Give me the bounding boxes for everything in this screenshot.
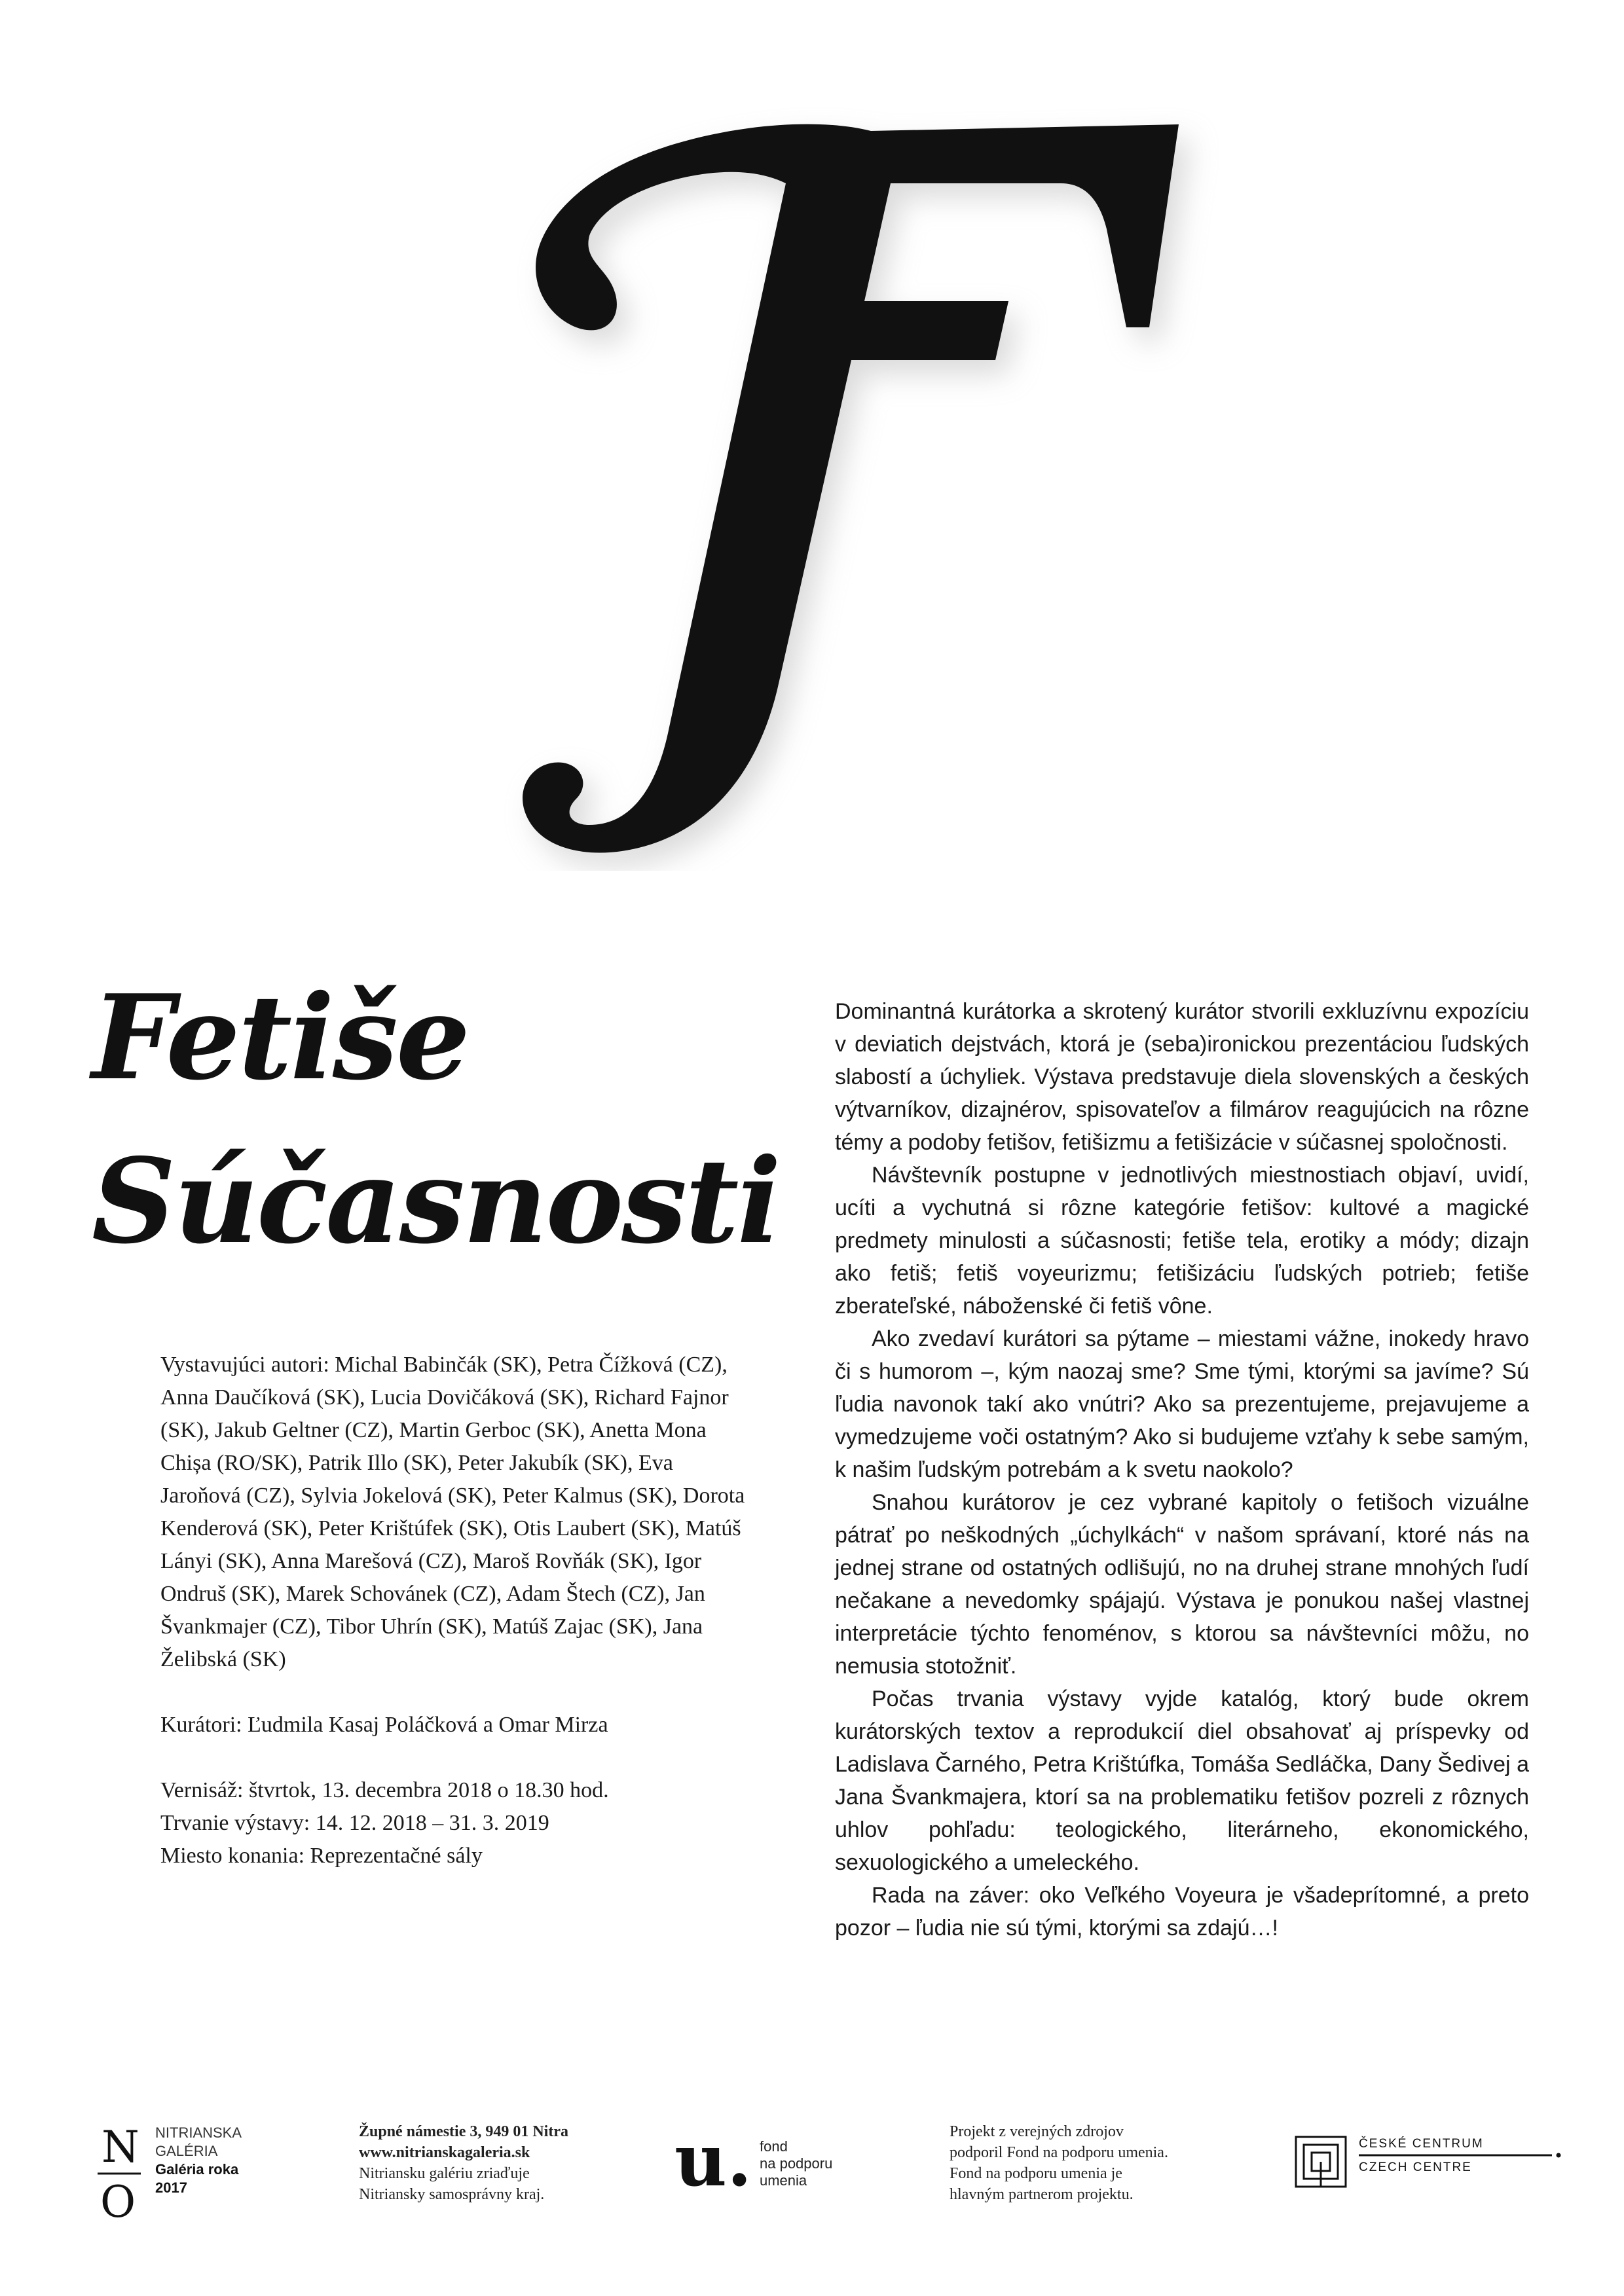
- description-paragraph-4: Snahou kurátorov je cez vybrané kapitoly o fetišoch vizuálne pátrať po neškodných „úchylkách“ v našom správaní, ktoré nás na jednej strane od ostatných odlišujú, no na druhej strane mnohých ľudí nečakane a nevedomky spájajú. Výstava je ponukou našej vlastnej interpretácie týchto fenoménov, s ktorou sa návštevníci môžu, no nemusia stotožniť.: [835, 1490, 1529, 1679]
- fond-u-mark-icon: u.: [674, 2118, 752, 2202]
- big-letter-f: [0, 20, 1624, 871]
- fond-text: [760, 2138, 832, 2189]
- description-paragraph-2: Návštevník postupne v jednotlivých miestnostiach objaví, uvidí, ucíti a vychutná si rôzne kategórie fetišov: kultové a magické predmety minulosti a súčasnosti; fetiše tela, erotiky a módy; dizajn ako fetiš; fetiš voyeurizmu; fetišizáciu ľudských potrieb; fetiše zberateľské, náboženské či fetiš vône.: [835, 1163, 1529, 1319]
- project-line-3: Fond na podporu umenia je: [950, 2165, 1122, 2182]
- address-street: Župné námestie 3, 949 01 Nitra: [359, 2123, 568, 2140]
- project-line-1: Projekt z verejných zdrojov: [950, 2123, 1124, 2140]
- title-line-2: Súčasnosti: [92, 1133, 780, 1269]
- project-funding-note: [950, 2121, 1231, 2205]
- big-letter-f-graphic: [0, 20, 1624, 871]
- curators: Kurátori: Ľudmila Kasaj Poláčková a Omar Mirza: [160, 1713, 608, 1737]
- title-line-1: Fetiše: [92, 969, 469, 1106]
- fond-line-2: na podporu: [760, 2155, 833, 2172]
- ng-line-1: NITRIANSKA: [155, 2124, 242, 2141]
- description-paragraph-3: Ako zvedaví kurátori sa pýtame – miestami vážne, inokedy hravo či s humorom –, kým naozaj sme? Sme tými, ktorými sa javíme? Sú ľudia navonok takí ako vnútri? Ako sa prezentujeme, prejavujeme a vymedzujeme voči ostatným? Ako si budujeme vzťahy k sebe samým, k našim ľudským potrebám a k svetu naokolo?: [835, 1326, 1529, 1482]
- opening-date: Vernisáž: štvrtok, 13. decembra 2018 o 18.30 hod.: [160, 1778, 609, 1802]
- footer: [0, 2118, 1624, 2265]
- fond-na-podporu-umenia-logo: [674, 2118, 884, 2232]
- address-founder-1: Nitriansku galériu zriaďuje: [359, 2165, 530, 2182]
- ng-line-2: GALÉRIA: [155, 2143, 218, 2159]
- ng-monogram-o: O: [100, 2177, 136, 2227]
- ng-award: Galéria roka: [155, 2161, 239, 2178]
- czech-centre-line-1: ČESKÉ CENTRUM: [1359, 2137, 1484, 2151]
- address-founder-2: Nitriansky samosprávny kraj.: [359, 2186, 545, 2203]
- exhibition-title: [92, 956, 845, 1283]
- exhibition-duration: Trvanie výstavy: 14. 12. 2018 – 31. 3. 2019: [160, 1811, 549, 1835]
- gallery-address: [359, 2121, 640, 2205]
- project-line-4: hlavným partnerom projektu.: [950, 2186, 1134, 2203]
- ng-monogram-icon: [95, 2121, 154, 2232]
- description-paragraph-1: Dominantná kurátorka a skrotený kurátor stvorili exkluzívnu expozíciu v deviatich dejstvách, ktorá je (seba)ironickou prezentáciou ľudských slabostí a úchyliek. Výstava predstavuje diela slovenských a českých výtvarníkov, dizajnérov, spisovateľov a filmárov reagujúcich na rôzne témy a podoby fetišov, fetišizmu a fetišizácie v súčasnej spoločnosti.: [835, 999, 1529, 1155]
- ng-monogram-n: N: [101, 2122, 139, 2172]
- nitrianska-galeria-logo: [95, 2121, 311, 2232]
- czech-centre-logo: [1293, 2134, 1568, 2213]
- venue: Miesto konania: Reprezentačné sály: [160, 1844, 483, 1868]
- exhibition-info: [160, 1349, 750, 1872]
- project-line-2: podporil Fond na podporu umenia.: [950, 2144, 1168, 2161]
- fond-line-1: fond: [760, 2138, 788, 2155]
- ng-award-year: 2017: [155, 2179, 187, 2196]
- ng-text: [155, 2124, 242, 2197]
- description-paragraph-5: Počas trvania výstavy vyjde katalóg, ktorý bude okrem kurátorských textov a reprodukcií diel obsahovať aj príspevky od Ladislava Čarného, Petra Krištúfka, Tomáša Sedláčka, Dany Šedivej a Jana Švankmajera, ktorí sa na problematiku fetišov pozreli z rôznych uhlov pohľadu: teologického, literárneho, ekonomického, sexuologického a umeleckého.: [835, 1686, 1529, 1875]
- exhibition-description: [835, 995, 1529, 1944]
- gallery-website-link[interactable]: www.nitrianskagaleria.sk: [359, 2144, 530, 2161]
- artists-list: Vystavujúci autori: Michal Babinčák (SK), Petra Čížková (CZ), Anna Daučíková (SK), Lucia Dovičáková (SK), Richard Fajnor (SK), Jakub Geltner (CZ), Martin Gerboc (SK), Anetta Mona Chișa (RO/SK), Patrik Illo (SK), Peter Jakubík (SK), Eva Jaroňová (CZ), Sylvia Jokelová (SK), Peter Kalmus (SK), Dorota Kenderová (SK), Peter Krištúfek (SK), Otis Laubert (SK), Matúš Lányi (SK), Anna Marešová (CZ), Maroš Rovňák (SK), Igor Ondruš (SK), Marek Schovánek (CZ), Adam Štech (CZ), Jan Švankmajer (CZ), Tibor Uhrín (SK), Matúš Zajac (SK), Jana Želibská (SK): [160, 1353, 745, 1671]
- description-paragraph-6: Rada na záver: oko Veľkého Voyeura je všadeprítomné, a preto pozor – ľudia nie sú tými, ktorými sa zdajú…!: [835, 1883, 1529, 1941]
- fond-line-3: umenia: [760, 2172, 807, 2189]
- czech-centre-line-2: CZECH CENTRE: [1359, 2160, 1472, 2174]
